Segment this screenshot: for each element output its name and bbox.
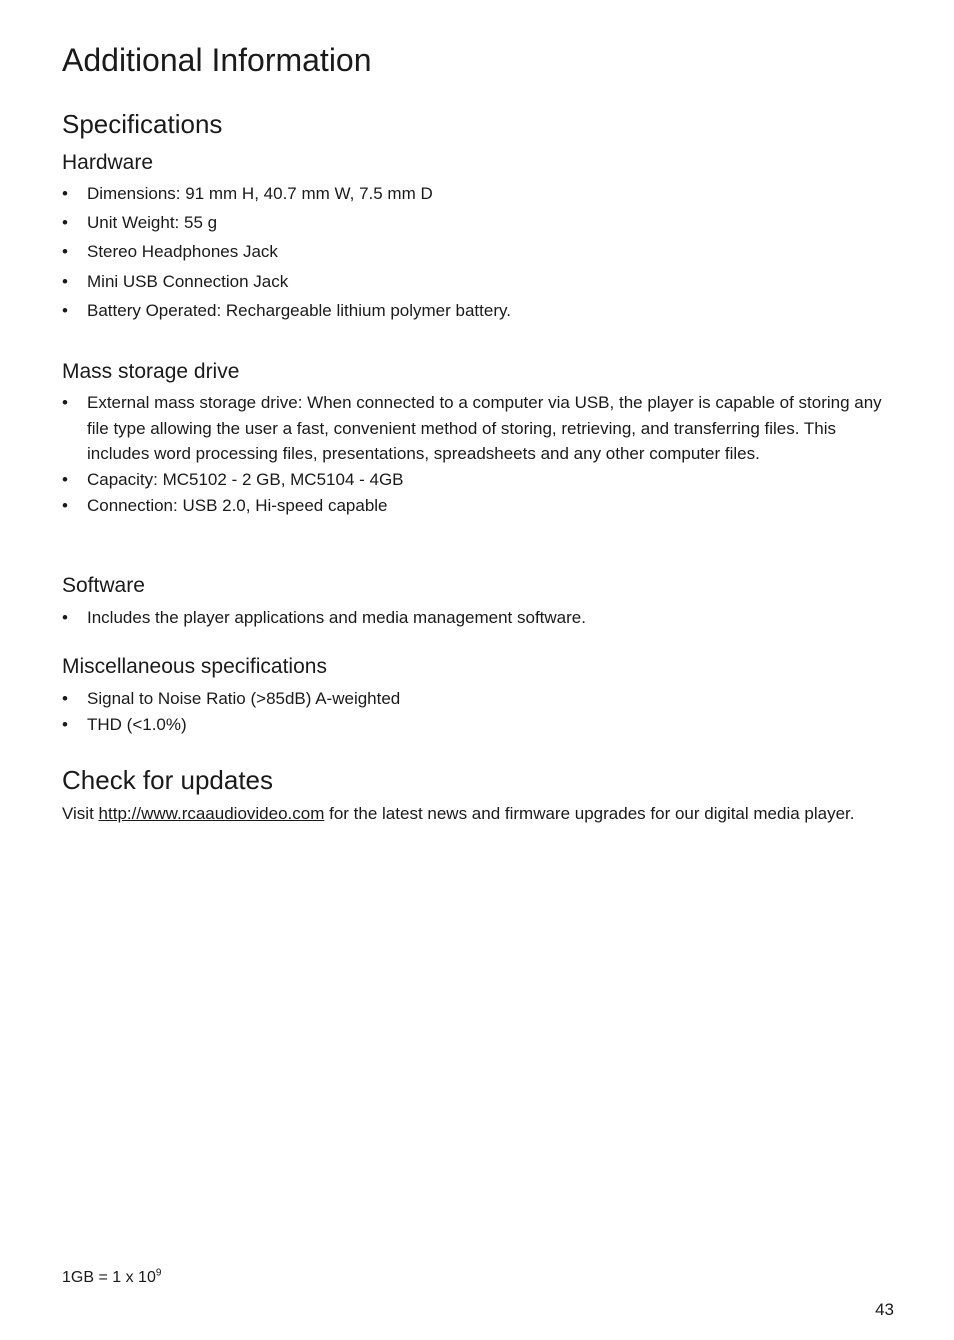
list-item: • External mass storage drive: When connected to a computer via USB, the player is capable of storing any file type allowing the user a fast, convenient method of storing, retrieving, and transferring files. This includes word processing files, presentations, spreadsheets and any other computer files. — [62, 390, 902, 467]
list-item: • Stereo Headphones Jack — [62, 239, 902, 265]
mass-storage-list — [62, 390, 902, 519]
misc-list — [62, 686, 902, 737]
check-updates-heading: Check for updates — [62, 765, 274, 795]
hardware-list — [62, 181, 902, 327]
list-item: • Dimensions: 91 mm H, 40.7 mm W, 7.5 mm D — [62, 181, 902, 207]
footnote-exponent: 9 — [155, 1267, 162, 1279]
rca-website-link[interactable]: http://www.rcaaudiovideo.com — [98, 804, 325, 823]
mass-storage-heading: Mass storage drive — [62, 360, 240, 383]
software-heading: Software — [62, 574, 145, 597]
list-item: • Includes the player applications and media management software. — [62, 605, 902, 631]
updates-paragraph — [62, 802, 902, 825]
list-item: • Unit Weight: 55 g — [62, 210, 902, 236]
page-number: 43 — [875, 1300, 894, 1319]
page-title: Additional Information — [62, 42, 372, 78]
updates-text-after: for the latest news and firmware upgrades for our digital media player. — [324, 804, 855, 823]
software-list — [62, 605, 902, 631]
misc-heading: Miscellaneous specifications — [62, 655, 327, 678]
updates-text-before: Visit — [62, 804, 99, 823]
hardware-heading: Hardware — [62, 151, 154, 174]
list-item: • THD (<1.0%) — [62, 712, 902, 738]
footnote — [62, 1267, 161, 1289]
list-item: • Connection: USB 2.0, Hi-speed capable — [62, 493, 902, 519]
list-item: • Mini USB Connection Jack — [62, 269, 902, 295]
specifications-heading: Specifications — [62, 109, 223, 139]
footnote-base: 1GB = 1 x 10 — [62, 1269, 156, 1286]
list-item: • Signal to Noise Ratio (>85dB) A-weighted — [62, 686, 902, 712]
list-item: • Capacity: MC5102 - 2 GB, MC5104 - 4GB — [62, 467, 902, 493]
list-item: • Battery Operated: Rechargeable lithium polymer battery. — [62, 298, 902, 324]
